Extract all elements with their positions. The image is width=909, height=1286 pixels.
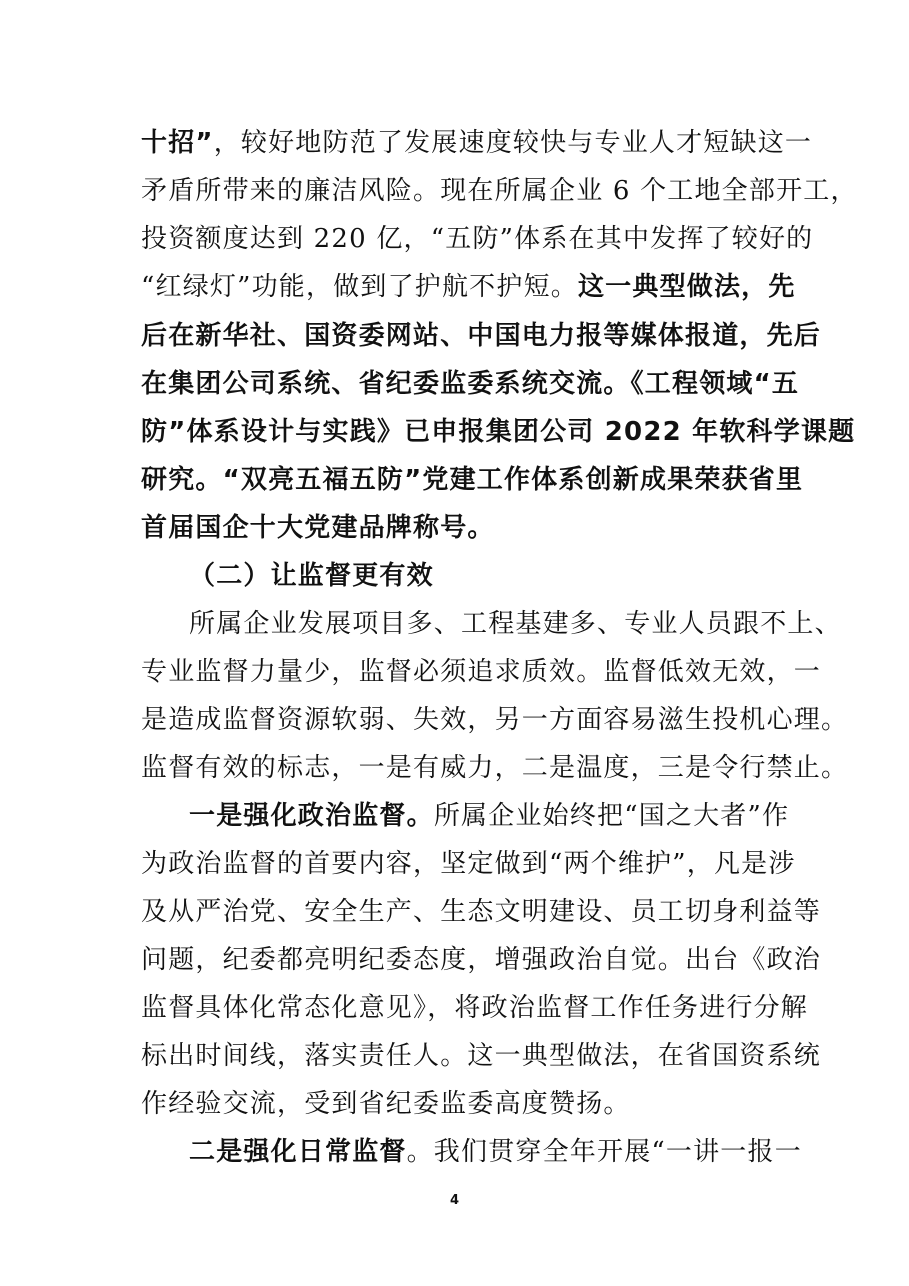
body-line-1 bbox=[141, 128, 813, 158]
text-run: 监督具体化常态化意见》，将政治监督工作任务进行分解 bbox=[141, 993, 809, 1023]
body-line-9 bbox=[141, 513, 771, 543]
bold-text-run: 首届国企十大党建品牌称号。 bbox=[141, 513, 495, 543]
body-line-5 bbox=[141, 321, 822, 351]
body-line-8 bbox=[141, 465, 804, 495]
text-run: 矛盾所带来的廉洁风险。现在所属企业 6 个工地全部开工， bbox=[141, 176, 858, 206]
body-line-2 bbox=[141, 176, 858, 206]
bold-text-run: 防”体系设计与实践》已申报集团公司 2022 年软科学课题 bbox=[141, 417, 856, 447]
bold-text-run: 在集团公司系统、省纪委监委系统交流。《工程领域“五 bbox=[141, 369, 800, 399]
text-run: 是造成监督资源软弱、失效，另一方面容易滋生投机心理。 bbox=[141, 705, 849, 735]
bold-text-run: 二是强化日常监督 bbox=[189, 1137, 407, 1167]
body-line-12 bbox=[141, 657, 822, 687]
body-line-7 bbox=[141, 417, 856, 447]
text-run: 问题，纪委都亮明纪委态度，增强政治自觉。出台《政治 bbox=[141, 945, 822, 975]
text-run: 投资额度达到 220 亿，“五防”体系在其中发挥了较好的 bbox=[141, 224, 814, 254]
text-run: 标出时间线，落实责任人。这一典型做法，在省国资系统 bbox=[141, 1041, 822, 1071]
body-line-21 bbox=[141, 1089, 771, 1119]
body-line-4 bbox=[141, 272, 796, 302]
text-run: ，较好地防范了发展速度较快与专业人才短缺这一 bbox=[213, 128, 813, 158]
text-run: 专业监督力量少，监督必须追求质效。监督低效无效，一 bbox=[141, 657, 822, 687]
body-line-3 bbox=[141, 224, 814, 254]
text-run: 所属企业始终把“国之大者”作 bbox=[433, 801, 790, 831]
text-run: 及从严治党、安全生产、生态文明建设、员工切身利益等 bbox=[141, 897, 822, 927]
bold-text-run: 一是强化政治监督。 bbox=[189, 801, 434, 831]
text-run: 。我们贯穿全年开展“一讲一报一 bbox=[406, 1137, 802, 1167]
bold-text-run: 后在新华社、国资委网站、中国电力报等媒体报道，先后 bbox=[141, 321, 822, 351]
bold-text-run: 这一典型做法，先 bbox=[577, 272, 796, 302]
body-line-19 bbox=[141, 993, 809, 1023]
bold-text-run: （二）让监督更有效 bbox=[189, 561, 434, 591]
text-run: 所属企业发展项目多、工程基建多、专业人员跟不上、 bbox=[189, 609, 842, 639]
text-run: 为政治监督的首要内容，坚定做到“两个维护”，凡是涉 bbox=[141, 849, 796, 879]
body-line-13 bbox=[141, 705, 849, 735]
bold-text-run: 十招” bbox=[141, 128, 214, 158]
section-heading bbox=[189, 561, 771, 591]
body-line-18 bbox=[141, 945, 822, 975]
body-line-20 bbox=[141, 1041, 822, 1071]
page-number: 4 bbox=[449, 1193, 460, 1208]
body-line-14 bbox=[141, 753, 849, 783]
body-line-15 bbox=[189, 801, 790, 831]
text-run: “红绿灯”功能，做到了护航不护短。 bbox=[141, 272, 578, 302]
body-line-17 bbox=[141, 897, 822, 927]
body-line-11 bbox=[189, 609, 842, 639]
body-line-16 bbox=[141, 849, 796, 879]
text-run: 监督有效的标志，一是有威力，二是温度，三是令行禁止。 bbox=[141, 753, 849, 783]
body-line-6 bbox=[141, 369, 800, 399]
body-line-22 bbox=[189, 1137, 802, 1167]
text-run: 作经验交流，受到省纪委监委高度赞扬。 bbox=[141, 1089, 631, 1119]
bold-text-run: 研究。“双亮五福五防”党建工作体系创新成果荣获省里 bbox=[141, 465, 804, 495]
